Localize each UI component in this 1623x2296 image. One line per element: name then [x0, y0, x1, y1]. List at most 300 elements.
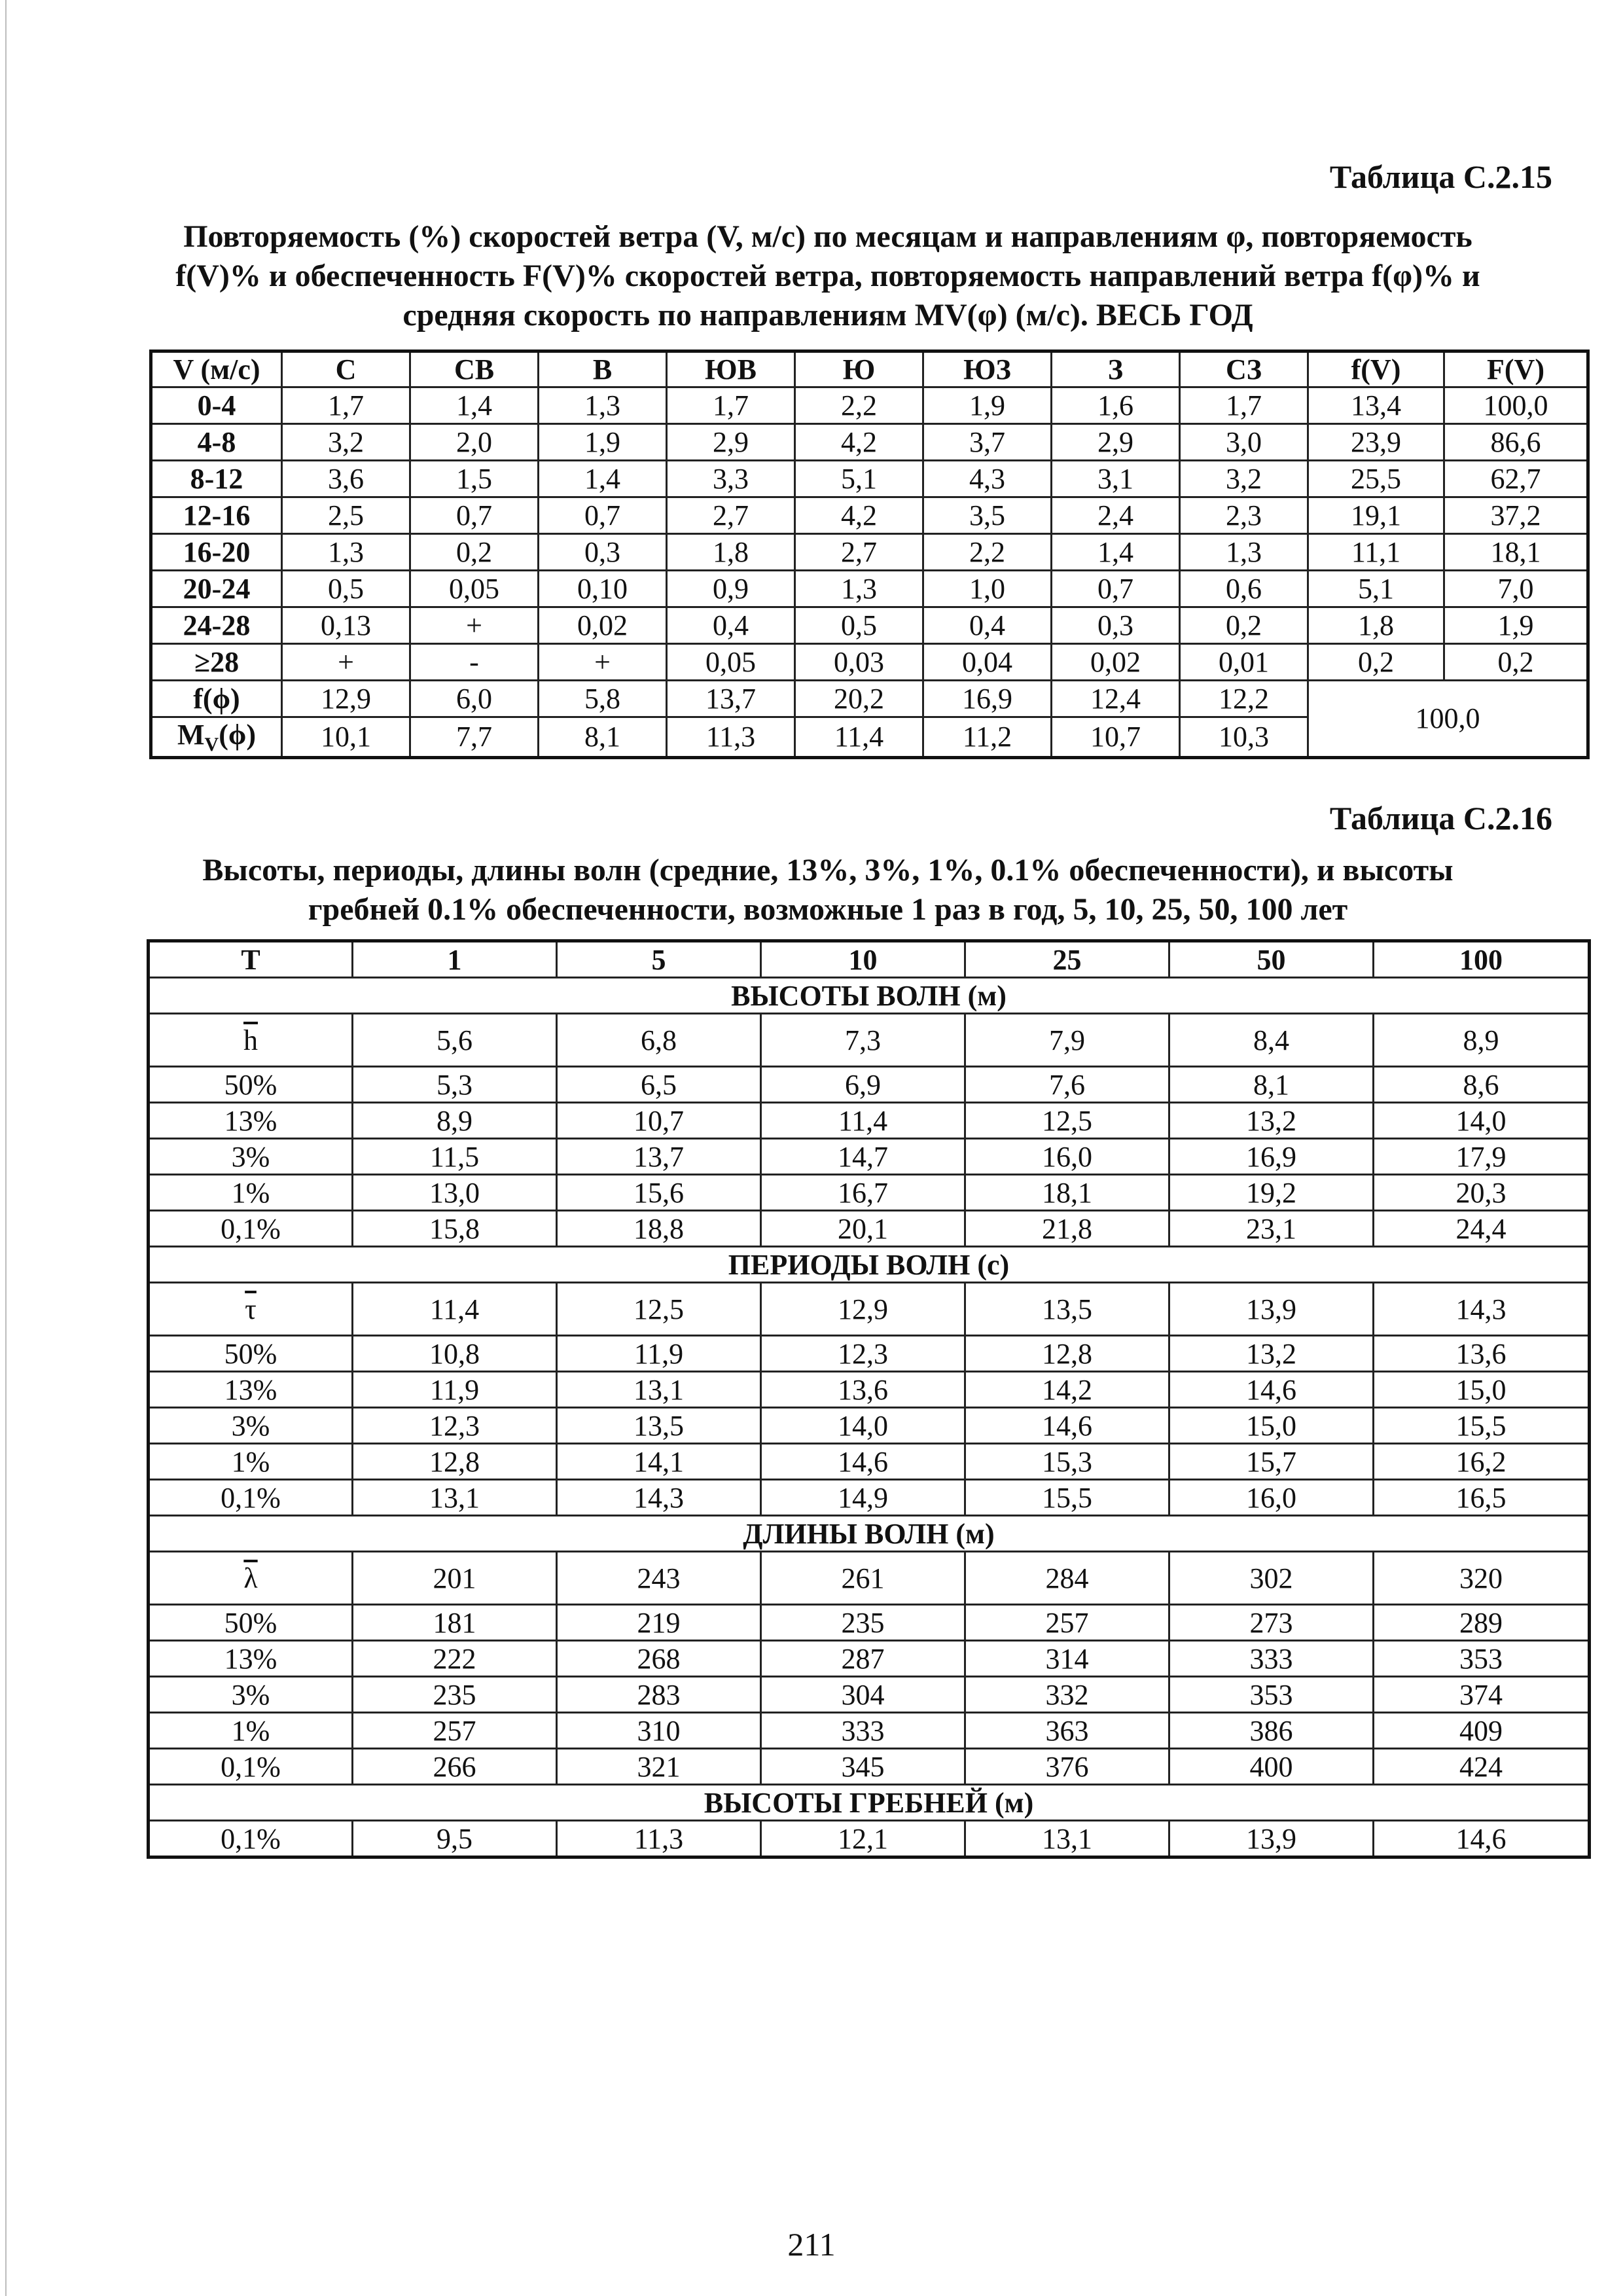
- value-cell: 8,4: [1169, 1014, 1374, 1067]
- value-cell: 7,6: [965, 1067, 1169, 1103]
- value-cell: 400: [1169, 1749, 1374, 1785]
- table-row: [149, 1480, 1590, 1516]
- value-cell: 12,3: [761, 1336, 965, 1372]
- value-cell: 243: [557, 1552, 761, 1605]
- value-cell: 13,1: [353, 1480, 557, 1516]
- value-cell: 283: [557, 1677, 761, 1713]
- table-16-caption-line: гребней 0.1% обеспеченности, возможные 1 раз в год, 5, 10, 25, 50, 100 лет: [308, 892, 1348, 927]
- value-cell: 1,7: [667, 387, 795, 424]
- value-cell: 14,2: [965, 1372, 1169, 1408]
- value-cell: 18,1: [965, 1175, 1169, 1211]
- section-title: ПЕРИОДЫ ВОЛН (с): [149, 1247, 1590, 1283]
- value-cell: 12,1: [761, 1821, 965, 1857]
- section-row: [149, 978, 1590, 1014]
- value-cell: 2,4: [1052, 497, 1180, 534]
- value-cell: 14,6: [965, 1408, 1169, 1444]
- table-row: [149, 1372, 1590, 1408]
- column-header: 1: [353, 941, 557, 978]
- value-cell: 314: [965, 1641, 1169, 1677]
- value-cell: 219: [557, 1605, 761, 1641]
- section-row: [149, 1785, 1590, 1821]
- value-cell: 235: [353, 1677, 557, 1713]
- value-cell: 257: [353, 1713, 557, 1749]
- value-cell: 1,4: [1052, 534, 1180, 571]
- value-cell: 2,7: [795, 534, 923, 571]
- value-cell: 0,7: [410, 497, 539, 534]
- row-label: 3%: [149, 1677, 353, 1713]
- value-cell: 14,3: [1374, 1283, 1590, 1336]
- value-cell: 3,6: [282, 461, 410, 497]
- value-cell: 3,1: [1052, 461, 1180, 497]
- value-cell: 2,9: [667, 424, 795, 461]
- value-cell: 3,2: [282, 424, 410, 461]
- value-cell: 15,6: [557, 1175, 761, 1211]
- value-cell: 7,9: [965, 1014, 1169, 1067]
- table-row: [149, 1713, 1590, 1749]
- value-cell: 7,0: [1444, 571, 1588, 607]
- value-cell: 2,2: [923, 534, 1052, 571]
- value-cell: 86,6: [1444, 424, 1588, 461]
- value-cell: 3,0: [1180, 424, 1308, 461]
- value-cell: 12,5: [965, 1103, 1169, 1139]
- column-header: 25: [965, 941, 1169, 978]
- value-cell: 0,2: [1444, 644, 1588, 681]
- value-cell: 16,2: [1374, 1444, 1590, 1480]
- table-15-caption-line: средняя скорость по направлениям MV(φ) (м/с). ВЕСЬ ГОД: [402, 298, 1253, 332]
- value-cell: 0,6: [1180, 571, 1308, 607]
- table-row: [149, 1211, 1590, 1247]
- value-cell: 14,6: [1374, 1821, 1590, 1857]
- value-cell: 1,6: [1052, 387, 1180, 424]
- value-cell: 0,2: [410, 534, 539, 571]
- table-row: [149, 1103, 1590, 1139]
- value-cell: 386: [1169, 1713, 1374, 1749]
- value-cell: 9,5: [353, 1821, 557, 1857]
- table-16-caption: [151, 851, 1505, 929]
- value-cell: 1,3: [539, 387, 667, 424]
- column-header: ЮВ: [667, 351, 795, 387]
- column-header: T: [149, 941, 353, 978]
- value-cell: 310: [557, 1713, 761, 1749]
- value-cell: 13,2: [1169, 1336, 1374, 1372]
- value-cell: 15,8: [353, 1211, 557, 1247]
- value-cell: 1,0: [923, 571, 1052, 607]
- value-cell: 8,6: [1374, 1067, 1590, 1103]
- value-cell: 273: [1169, 1605, 1374, 1641]
- value-cell: 0,5: [795, 607, 923, 644]
- value-cell: 24,4: [1374, 1211, 1590, 1247]
- table-row: [151, 607, 1588, 644]
- value-cell: 0,4: [923, 607, 1052, 644]
- value-cell: 0,04: [923, 644, 1052, 681]
- value-cell: 2,2: [795, 387, 923, 424]
- table-15-label: Таблица С.2.15: [1329, 158, 1552, 195]
- direction-frequency-row: [151, 681, 1588, 717]
- value-cell: 15,0: [1374, 1372, 1590, 1408]
- row-label: 13%: [149, 1103, 353, 1139]
- value-cell: +: [282, 644, 410, 681]
- value-cell: 12,5: [557, 1283, 761, 1336]
- table-row: [149, 1677, 1590, 1713]
- value-cell: 3,5: [923, 497, 1052, 534]
- mean-row: [149, 1552, 1590, 1605]
- column-header: 100: [1374, 941, 1590, 978]
- value-cell: 11,3: [667, 717, 795, 758]
- table-row: [149, 1641, 1590, 1677]
- table-row: [149, 1067, 1590, 1103]
- value-cell: 6,9: [761, 1067, 965, 1103]
- value-cell: 20,3: [1374, 1175, 1590, 1211]
- value-cell: 0,4: [667, 607, 795, 644]
- row-label: f(ϕ): [151, 681, 282, 717]
- scan-edge-line: [5, 0, 7, 2296]
- value-cell: 287: [761, 1641, 965, 1677]
- row-label: $\overline{h}$: [149, 1014, 353, 1067]
- value-cell: 37,2: [1444, 497, 1588, 534]
- value-cell: 11,9: [557, 1336, 761, 1372]
- value-cell: 12,4: [1052, 681, 1180, 717]
- value-cell: 304: [761, 1677, 965, 1713]
- value-cell: 0,13: [282, 607, 410, 644]
- table-row: [151, 644, 1588, 681]
- column-header: ЮЗ: [923, 351, 1052, 387]
- value-cell: 13,1: [557, 1372, 761, 1408]
- value-cell: 2,3: [1180, 497, 1308, 534]
- mean-row: [149, 1283, 1590, 1336]
- row-label: $\overline{\tau}$: [149, 1283, 353, 1336]
- row-label: 0,1%: [149, 1749, 353, 1785]
- speed-range-cell: 16-20: [151, 534, 282, 571]
- value-cell: 11,2: [923, 717, 1052, 758]
- row-label: $M_V(\phi)$: [151, 717, 282, 758]
- row-label: 50%: [149, 1605, 353, 1641]
- value-cell: 5,1: [1308, 571, 1444, 607]
- value-cell: 0,05: [410, 571, 539, 607]
- value-cell: 4,2: [795, 497, 923, 534]
- value-cell: 3,2: [1180, 461, 1308, 497]
- value-cell: 0,01: [1180, 644, 1308, 681]
- value-cell: 12,9: [282, 681, 410, 717]
- row-label: 3%: [149, 1139, 353, 1175]
- total-cell: 100,0: [1308, 681, 1588, 758]
- table-row: [149, 1444, 1590, 1480]
- value-cell: 14,6: [761, 1444, 965, 1480]
- value-cell: 16,9: [923, 681, 1052, 717]
- table-row: [151, 387, 1588, 424]
- value-cell: 1,8: [1308, 607, 1444, 644]
- row-label: 0,1%: [149, 1211, 353, 1247]
- speed-range-cell: 20-24: [151, 571, 282, 607]
- value-cell: 19,1: [1308, 497, 1444, 534]
- table-row: [149, 1605, 1590, 1641]
- value-cell: 11,1: [1308, 534, 1444, 571]
- value-cell: 20,2: [795, 681, 923, 717]
- value-cell: 7,7: [410, 717, 539, 758]
- column-header: 50: [1169, 941, 1374, 978]
- speed-range-cell: 24-28: [151, 607, 282, 644]
- row-label: 1%: [149, 1175, 353, 1211]
- column-header: С: [282, 351, 410, 387]
- value-cell: 1,3: [795, 571, 923, 607]
- table-15-caption-line: Повторяемость (%) скоростей ветра (V, м/с) по месяцам и направлениям φ, повторяемость: [183, 219, 1472, 254]
- value-cell: 6,8: [557, 1014, 761, 1067]
- value-cell: 1,9: [539, 424, 667, 461]
- value-cell: 1,5: [410, 461, 539, 497]
- section-title: ДЛИНЫ ВОЛН (м): [149, 1516, 1590, 1552]
- value-cell: 15,5: [1374, 1408, 1590, 1444]
- value-cell: 0,5: [282, 571, 410, 607]
- value-cell: 1,4: [539, 461, 667, 497]
- speed-range-cell: ≥28: [151, 644, 282, 681]
- value-cell: 14,3: [557, 1480, 761, 1516]
- value-cell: 15,0: [1169, 1408, 1374, 1444]
- value-cell: 12,9: [761, 1283, 965, 1336]
- column-header: F(V): [1444, 351, 1588, 387]
- value-cell: 0,7: [539, 497, 667, 534]
- value-cell: 376: [965, 1749, 1169, 1785]
- value-cell: 10,7: [1052, 717, 1180, 758]
- table-row: [151, 571, 1588, 607]
- column-header: З: [1052, 351, 1180, 387]
- value-cell: 12,8: [353, 1444, 557, 1480]
- value-cell: 12,2: [1180, 681, 1308, 717]
- value-cell: 2,9: [1052, 424, 1180, 461]
- speed-range-cell: 8-12: [151, 461, 282, 497]
- column-header: В: [539, 351, 667, 387]
- value-cell: 16,0: [1169, 1480, 1374, 1516]
- header-row: [149, 941, 1590, 978]
- wave-parameters-table: [147, 939, 1591, 1859]
- value-cell: 5,8: [539, 681, 667, 717]
- table-row: [149, 1749, 1590, 1785]
- column-header: f(V): [1308, 351, 1444, 387]
- value-cell: 6,0: [410, 681, 539, 717]
- value-cell: 0,10: [539, 571, 667, 607]
- value-cell: 11,9: [353, 1372, 557, 1408]
- value-cell: 11,3: [557, 1821, 761, 1857]
- table-16-caption-line: Высоты, периоды, длины волн (средние, 13%, 3%, 1%, 0.1% обеспеченности), и высоты: [202, 853, 1454, 888]
- value-cell: 0,02: [539, 607, 667, 644]
- speed-range-cell: 0-4: [151, 387, 282, 424]
- value-cell: 261: [761, 1552, 965, 1605]
- value-cell: 1,7: [282, 387, 410, 424]
- value-cell: 20,1: [761, 1211, 965, 1247]
- value-cell: 13,7: [557, 1139, 761, 1175]
- value-cell: 13,9: [1169, 1283, 1374, 1336]
- section-row: [149, 1516, 1590, 1552]
- value-cell: 284: [965, 1552, 1169, 1605]
- row-label: 0,1%: [149, 1480, 353, 1516]
- value-cell: 2,0: [410, 424, 539, 461]
- value-cell: 363: [965, 1713, 1169, 1749]
- value-cell: 14,6: [1169, 1372, 1374, 1408]
- table-row: [149, 1408, 1590, 1444]
- table-row: [149, 1175, 1590, 1211]
- column-header: СЗ: [1180, 351, 1308, 387]
- row-label: 3%: [149, 1408, 353, 1444]
- table-row: [149, 1821, 1590, 1857]
- value-cell: 1,3: [282, 534, 410, 571]
- value-cell: 5,6: [353, 1014, 557, 1067]
- column-header: СВ: [410, 351, 539, 387]
- value-cell: 12,3: [353, 1408, 557, 1444]
- speed-range-cell: 12-16: [151, 497, 282, 534]
- value-cell: 11,4: [795, 717, 923, 758]
- value-cell: 353: [1169, 1677, 1374, 1713]
- value-cell: 62,7: [1444, 461, 1588, 497]
- value-cell: 0,05: [667, 644, 795, 681]
- table-16-label: Таблица С.2.16: [1329, 800, 1552, 836]
- value-cell: 8,1: [539, 717, 667, 758]
- value-cell: 13,6: [1374, 1336, 1590, 1372]
- value-cell: 8,9: [353, 1103, 557, 1139]
- value-cell: 15,5: [965, 1480, 1169, 1516]
- value-cell: 1,9: [923, 387, 1052, 424]
- value-cell: 374: [1374, 1677, 1590, 1713]
- value-cell: 320: [1374, 1552, 1590, 1605]
- value-cell: 0,3: [1052, 607, 1180, 644]
- value-cell: 13,7: [667, 681, 795, 717]
- value-cell: 353: [1374, 1641, 1590, 1677]
- value-cell: 11,4: [353, 1283, 557, 1336]
- value-cell: 14,1: [557, 1444, 761, 1480]
- value-cell: +: [539, 644, 667, 681]
- value-cell: 10,8: [353, 1336, 557, 1372]
- value-cell: 0,3: [539, 534, 667, 571]
- value-cell: 0,2: [1308, 644, 1444, 681]
- value-cell: 16,9: [1169, 1139, 1374, 1175]
- value-cell: 5,1: [795, 461, 923, 497]
- value-cell: 18,1: [1444, 534, 1588, 571]
- table-row: [151, 424, 1588, 461]
- value-cell: 16,0: [965, 1139, 1169, 1175]
- value-cell: 424: [1374, 1749, 1590, 1785]
- value-cell: 23,9: [1308, 424, 1444, 461]
- value-cell: 268: [557, 1641, 761, 1677]
- value-cell: 13,2: [1169, 1103, 1374, 1139]
- value-cell: 332: [965, 1677, 1169, 1713]
- value-cell: 333: [1169, 1641, 1374, 1677]
- row-label: 50%: [149, 1067, 353, 1103]
- value-cell: 0,02: [1052, 644, 1180, 681]
- value-cell: 289: [1374, 1605, 1590, 1641]
- column-header: Ю: [795, 351, 923, 387]
- value-cell: 10,1: [282, 717, 410, 758]
- wind-speed-table: [149, 350, 1590, 759]
- value-cell: 100,0: [1444, 387, 1588, 424]
- value-cell: 19,2: [1169, 1175, 1374, 1211]
- value-cell: 15,7: [1169, 1444, 1374, 1480]
- value-cell: 2,7: [667, 497, 795, 534]
- value-cell: 18,8: [557, 1211, 761, 1247]
- value-cell: 333: [761, 1713, 965, 1749]
- table-row: [149, 1139, 1590, 1175]
- value-cell: 6,5: [557, 1067, 761, 1103]
- value-cell: 2,5: [282, 497, 410, 534]
- row-label: 1%: [149, 1444, 353, 1480]
- column-header: 10: [761, 941, 965, 978]
- column-header: V (м/с): [151, 351, 282, 387]
- value-cell: 0,03: [795, 644, 923, 681]
- value-cell: 16,7: [761, 1175, 965, 1211]
- table-row: [151, 534, 1588, 571]
- value-cell: 1,7: [1180, 387, 1308, 424]
- value-cell: +: [410, 607, 539, 644]
- value-cell: 12,8: [965, 1336, 1169, 1372]
- header-row: [151, 351, 1588, 387]
- value-cell: 1,4: [410, 387, 539, 424]
- value-cell: 16,5: [1374, 1480, 1590, 1516]
- mean-row: [149, 1014, 1590, 1067]
- value-cell: 0,9: [667, 571, 795, 607]
- value-cell: 11,5: [353, 1139, 557, 1175]
- row-label: 50%: [149, 1336, 353, 1372]
- value-cell: 0,7: [1052, 571, 1180, 607]
- column-header: 5: [557, 941, 761, 978]
- value-cell: 302: [1169, 1552, 1374, 1605]
- value-cell: 25,5: [1308, 461, 1444, 497]
- value-cell: 4,3: [923, 461, 1052, 497]
- value-cell: 13,5: [965, 1283, 1169, 1336]
- value-cell: 10,3: [1180, 717, 1308, 758]
- value-cell: 409: [1374, 1713, 1590, 1749]
- value-cell: 0,2: [1180, 607, 1308, 644]
- value-cell: 321: [557, 1749, 761, 1785]
- value-cell: 235: [761, 1605, 965, 1641]
- value-cell: 1,9: [1444, 607, 1588, 644]
- value-cell: 222: [353, 1641, 557, 1677]
- row-label: $\overline{\lambda}$: [149, 1552, 353, 1605]
- value-cell: 13,5: [557, 1408, 761, 1444]
- row-label: 13%: [149, 1372, 353, 1408]
- value-cell: 4,2: [795, 424, 923, 461]
- value-cell: 15,3: [965, 1444, 1169, 1480]
- section-title: ВЫСОТЫ ВОЛН (м): [149, 978, 1590, 1014]
- page-number: 211: [787, 2226, 836, 2263]
- value-cell: 17,9: [1374, 1139, 1590, 1175]
- table-15-caption-line: f(V)% и обеспеченность F(V)% скоростей ветра, повторяемость направлений ветра f(φ)% и: [175, 259, 1480, 293]
- value-cell: 257: [965, 1605, 1169, 1641]
- value-cell: 5,3: [353, 1067, 557, 1103]
- value-cell: 7,3: [761, 1014, 965, 1067]
- row-label: 1%: [149, 1713, 353, 1749]
- table-15-caption: [151, 217, 1505, 335]
- value-cell: 23,1: [1169, 1211, 1374, 1247]
- value-cell: 8,9: [1374, 1014, 1590, 1067]
- value-cell: 14,0: [1374, 1103, 1590, 1139]
- value-cell: 266: [353, 1749, 557, 1785]
- value-cell: 14,0: [761, 1408, 965, 1444]
- value-cell: -: [410, 644, 539, 681]
- speed-range-cell: 4-8: [151, 424, 282, 461]
- value-cell: 201: [353, 1552, 557, 1605]
- value-cell: 1,8: [667, 534, 795, 571]
- value-cell: 3,7: [923, 424, 1052, 461]
- value-cell: 14,9: [761, 1480, 965, 1516]
- value-cell: 345: [761, 1749, 965, 1785]
- row-label: 0,1%: [149, 1821, 353, 1857]
- value-cell: 13,4: [1308, 387, 1444, 424]
- value-cell: 8,1: [1169, 1067, 1374, 1103]
- table-row: [151, 497, 1588, 534]
- value-cell: 14,7: [761, 1139, 965, 1175]
- value-cell: 13,0: [353, 1175, 557, 1211]
- table-row: [151, 461, 1588, 497]
- section-title: ВЫСОТЫ ГРЕБНЕЙ (м): [149, 1785, 1590, 1821]
- row-label: 13%: [149, 1641, 353, 1677]
- value-cell: 10,7: [557, 1103, 761, 1139]
- section-row: [149, 1247, 1590, 1283]
